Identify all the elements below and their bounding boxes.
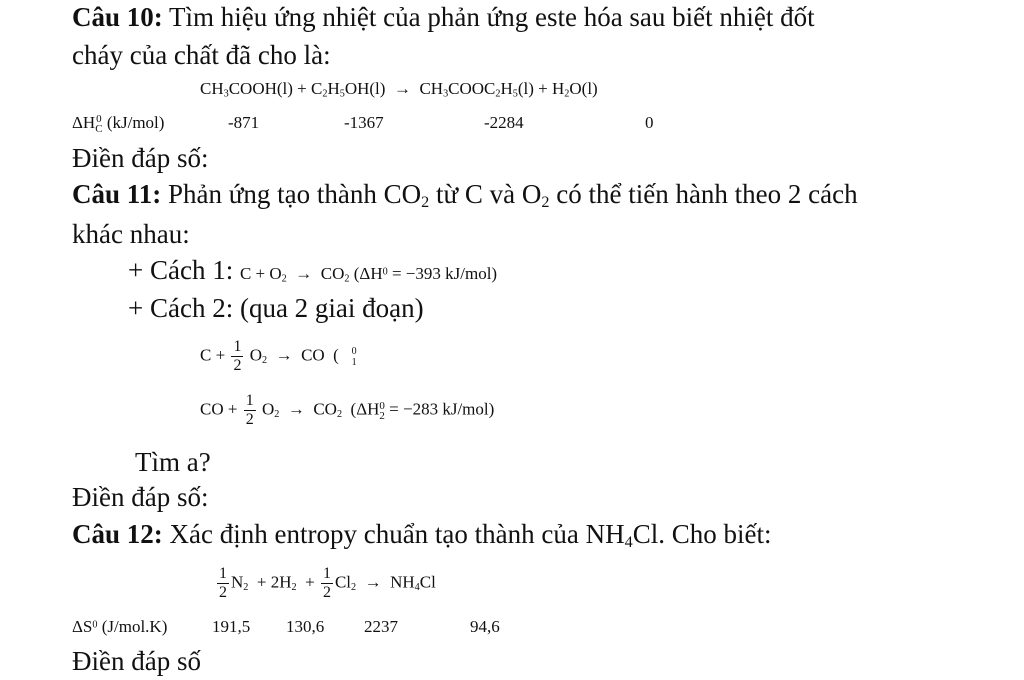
q12-value-2: 130,6 (286, 617, 325, 636)
q11-find: Tìm a? (135, 447, 211, 477)
q10-label: Câu 10: (72, 2, 163, 32)
q11-step1: C + $\frac{1}{2}$ $O_2$ → CO ( 0 1 (200, 338, 357, 374)
q10-line1: Câu 10: Tìm hiệu ứng nhiệt của phản ứng este hóa sau biết nhiệt đốt (72, 2, 815, 32)
q11-step1-partial: 0 1 (351, 345, 357, 368)
q11-step2: CO + $\frac{1}{2}$ $O_2 \to CO_2$ (ΔH 0 2 = −283 kJ/mol) (200, 392, 495, 428)
q11-way1-eq: $C + O_2 \to CO_2$ ($\Delta H^0 = -393$ kJ/mol) (239, 264, 498, 285)
q10-value-1: -871 (228, 113, 260, 132)
q12-answer: Điền đáp số (72, 646, 201, 676)
q11-way1-label: + Cách 1: (128, 255, 234, 285)
q10-value-4: 0 (645, 113, 654, 132)
q11-line2: khác nhau: (72, 219, 190, 249)
q10-value-2: -1367 (344, 113, 384, 132)
q12-value-1: 191,5 (212, 617, 251, 636)
q12-line1: Câu 12: Xác định entropy chuẩn tạo thành của $NH_4Cl$. Cho biết: (72, 519, 772, 552)
q10-answer: Điền đáp số: (72, 143, 209, 173)
q11-answer: Điền đáp số: (72, 482, 209, 512)
q12-label: Câu 12: (72, 519, 163, 549)
q11-label: Câu 11: (72, 179, 162, 209)
q12-header: $\Delta S^0$ (J/mol.K) (72, 617, 168, 636)
q11-line1: Câu 11: Phản ứng tạo thành $CO_2$ từ C và $O_2$ có thể tiến hành theo 2 cách (72, 179, 858, 212)
q10-line2: cháy của chất đã cho là: (72, 40, 331, 70)
q11-way1 (128, 254, 497, 286)
q12-reaction: $\frac{1}{2}$ $N_2 + 2H_2$ + $\frac{1}{2}$ $Cl_2 \to NH_4Cl$ (219, 565, 436, 601)
q12-value-4: 94,6 (470, 617, 500, 636)
q10-reaction: $CH_3COOH(l) + C_2H_5OH(l)$ → $CH_3COOC_2H_5(l) + H_2O(l)$ (200, 79, 598, 100)
q10-header: ΔH 0 C (kJ/mol) (72, 113, 165, 136)
q11-way2-label: + Cách 2: (qua 2 giai đoạn) (128, 293, 424, 323)
q12-value-3: 2237 (364, 617, 398, 636)
q10-value-3: -2284 (484, 113, 524, 132)
